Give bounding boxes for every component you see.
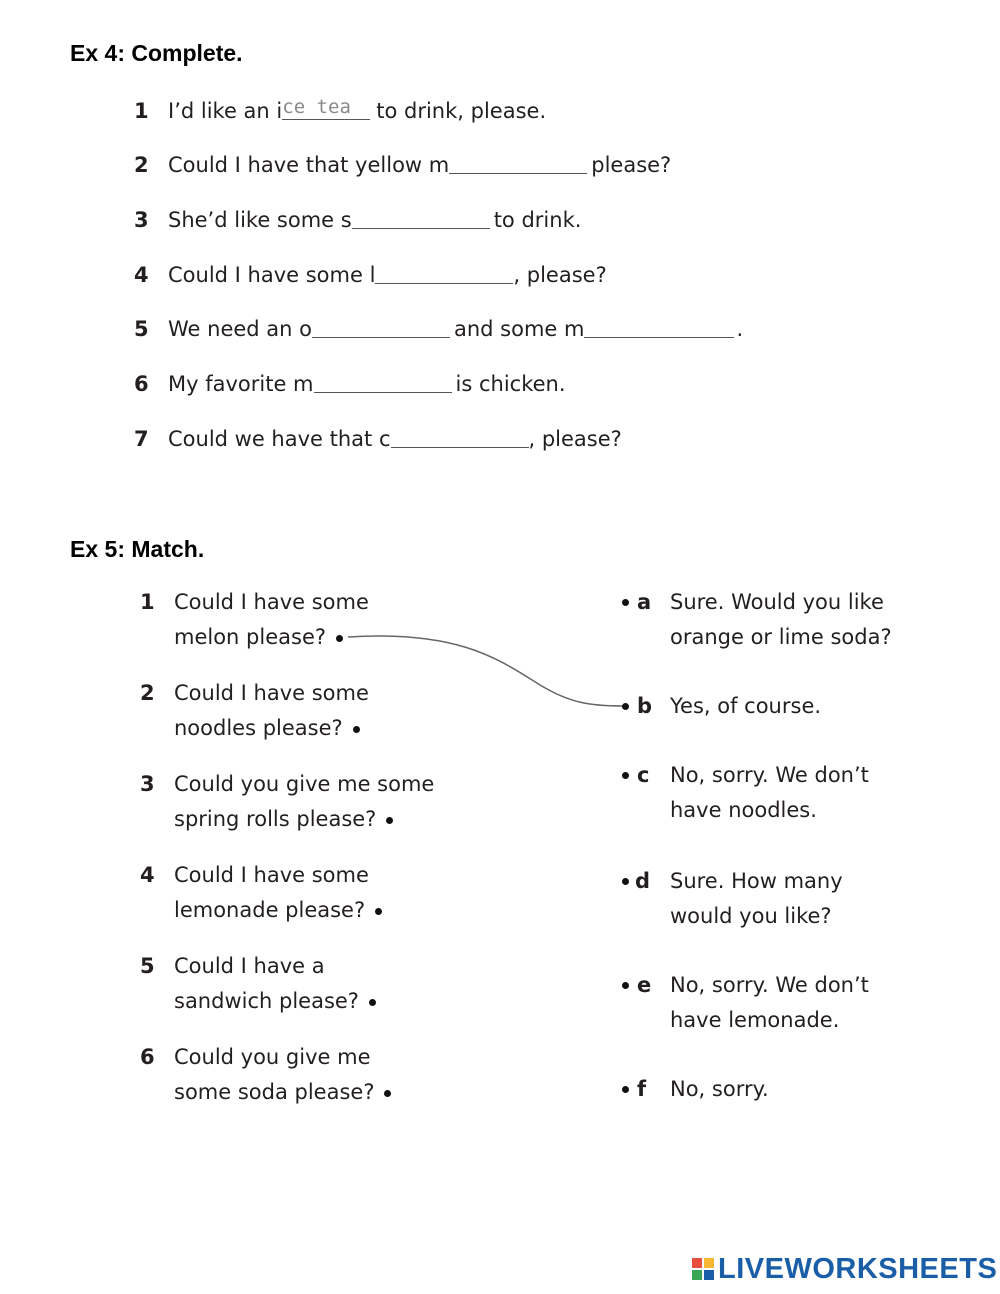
answer-text: No, sorry. We don’t have noodles.	[670, 763, 869, 822]
match-dot[interactable]	[375, 908, 382, 915]
match-dot[interactable]	[622, 772, 629, 779]
match-dot[interactable]	[622, 703, 629, 710]
item-number: 4	[140, 863, 155, 887]
item-number: 5	[134, 317, 149, 341]
match-dot[interactable]	[353, 726, 360, 733]
item-letter: b	[637, 694, 653, 718]
item-number: 1	[140, 590, 155, 614]
match-right-item-c[interactable]	[620, 758, 950, 830]
match-left-item-5[interactable]	[140, 949, 420, 1021]
brand-name: LIVEWORKSHEETS	[718, 1252, 998, 1285]
item-number: 2	[140, 681, 155, 705]
item-number: 6	[140, 1045, 155, 1069]
match-dot[interactable]	[386, 817, 393, 824]
match-dot[interactable]	[336, 635, 343, 642]
sentence-end: to drink, please.	[376, 99, 547, 123]
liveworksheets-logo	[692, 1252, 997, 1286]
answer-text: No, sorry.	[670, 1077, 769, 1101]
question-text: Could I have a sandwich please?	[174, 949, 376, 1019]
match-dot[interactable]	[622, 878, 629, 885]
question-text: Could I have some noodles please?	[174, 681, 369, 740]
sentence-end: to drink.	[493, 208, 582, 232]
match-dot[interactable]	[622, 599, 629, 606]
match-dot[interactable]	[622, 982, 629, 989]
item-number: 3	[134, 208, 149, 232]
sentence-start: She’d like some s	[168, 208, 352, 232]
item-number: 7	[134, 427, 149, 451]
match-right-item-a[interactable]	[620, 585, 950, 657]
item-letter: c	[637, 763, 650, 787]
match-left-item-3[interactable]	[140, 767, 440, 839]
match-dot[interactable]	[622, 1086, 629, 1093]
sentence-start: Could we have that c	[168, 427, 391, 451]
item-number: 3	[140, 772, 155, 796]
sentence-end: please?	[591, 153, 672, 177]
sentence-end: , please?	[528, 427, 622, 451]
match-left-item-2[interactable]	[140, 676, 420, 748]
item-letter: f	[637, 1077, 647, 1101]
sentence-start: I’d like an i	[168, 99, 283, 123]
match-right-item-b[interactable]	[620, 689, 950, 729]
match-left-item-4[interactable]	[140, 858, 420, 930]
sentence-end: is chicken.	[455, 372, 566, 396]
match-right-item-e[interactable]	[620, 968, 950, 1040]
item-number: 6	[134, 372, 149, 396]
sentence-end: .	[736, 317, 744, 341]
question-text: Could you give me some spring rolls please?	[174, 772, 435, 831]
item-letter: a	[637, 590, 652, 614]
match-dot[interactable]	[384, 1090, 391, 1097]
item-letter: e	[637, 973, 652, 997]
match-dot[interactable]	[369, 999, 376, 1006]
item-number: 5	[140, 954, 155, 978]
answer-text: No, sorry. We don’t have lemonade.	[670, 973, 869, 1032]
match-left-item-6[interactable]	[140, 1040, 420, 1112]
match-right-item-f[interactable]	[620, 1072, 950, 1112]
item-letter: d	[635, 869, 651, 893]
item-number: 4	[134, 263, 149, 287]
question-text: Could I have some lemonade please?	[174, 858, 382, 928]
answer-text: Sure. How many would you like?	[670, 869, 843, 928]
exercise-5-heading: Ex 5: Match.	[70, 536, 205, 562]
answer-text: Yes, of course.	[670, 694, 822, 718]
sentence-start: Could I have some l	[168, 263, 376, 287]
logo-mark-icon	[692, 1258, 714, 1280]
match-left-item-1[interactable]	[140, 585, 420, 657]
question-text: Could you give me some soda please?	[174, 1040, 391, 1110]
match-right-item-d[interactable]	[620, 864, 950, 936]
exercise-4-heading: Ex 4: Complete.	[70, 40, 243, 66]
item-number: 2	[134, 153, 149, 177]
sentence-start: My favorite m	[168, 372, 314, 396]
item-number: 1	[134, 99, 149, 123]
question-text: Could I have some melon please?	[174, 590, 369, 649]
sentence-end: , please?	[513, 263, 607, 287]
sentence-start: Could I have that yellow m	[168, 153, 450, 177]
sentence-start: We need an o	[168, 317, 312, 341]
answer-text: Sure. Would you like orange or lime soda?	[670, 590, 892, 649]
sentence-middle: and some m	[454, 317, 585, 341]
